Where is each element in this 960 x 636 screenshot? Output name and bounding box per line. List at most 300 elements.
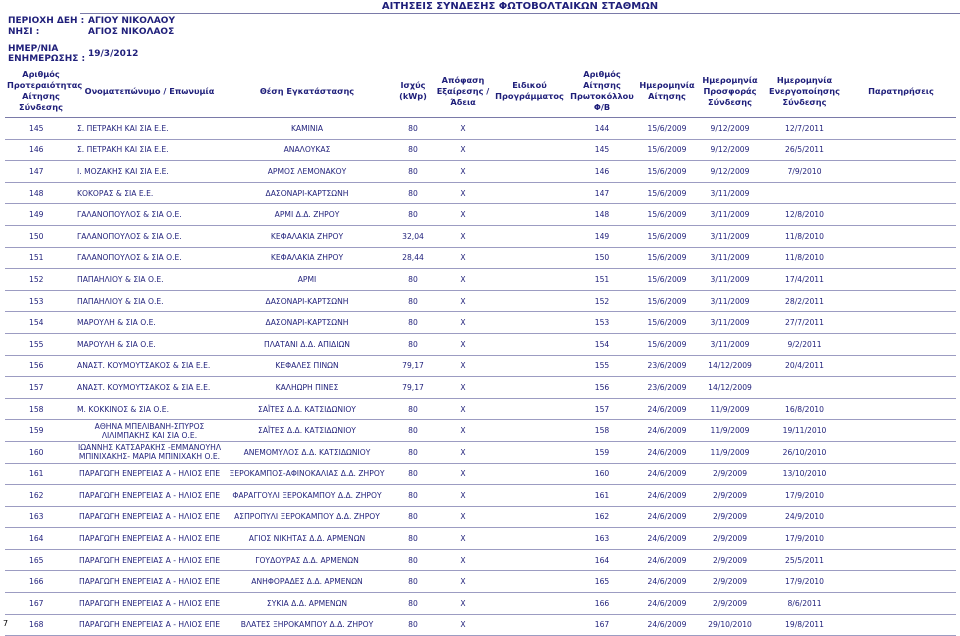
cell-exemption: Χ bbox=[434, 139, 492, 161]
column-header: Ειδικού Προγράμματος bbox=[492, 65, 567, 118]
column-header: Ισχύς (kWp) bbox=[392, 65, 434, 118]
cell-activation-date: 17/4/2011 bbox=[763, 269, 846, 291]
cell-exemption: Χ bbox=[434, 333, 492, 355]
cell-location: ΑΡΜΙ Δ.Δ. ΖΗΡΟΥ bbox=[222, 204, 392, 226]
cell-notes bbox=[846, 333, 956, 355]
cell-special bbox=[492, 528, 567, 550]
cell-name: ΠΑΡΑΓΩΓΗ ΕΝΕΡΓΕΙΑΣ Α - ΗΛΙΟΣ ΕΠΕ bbox=[77, 485, 222, 507]
cell-application-date: 24/6/2009 bbox=[637, 614, 697, 636]
cell-offer-date: 2/9/2009 bbox=[697, 463, 763, 485]
cell-special bbox=[492, 420, 567, 442]
cell-exemption: Χ bbox=[434, 161, 492, 183]
cell-special bbox=[492, 571, 567, 593]
cell-power: 80 bbox=[392, 463, 434, 485]
cell-offer-date: 9/12/2009 bbox=[697, 161, 763, 183]
cell-protocol: 150 bbox=[567, 247, 637, 269]
cell-special bbox=[492, 463, 567, 485]
cell-exemption: Χ bbox=[434, 614, 492, 636]
cell-protocol: 156 bbox=[567, 377, 637, 399]
column-header: Ημερομηνία Προσφοράς Σύνδεσης bbox=[697, 65, 763, 118]
cell-protocol: 146 bbox=[567, 161, 637, 183]
cell-special bbox=[492, 593, 567, 615]
cell-activation-date: 9/2/2011 bbox=[763, 333, 846, 355]
cell-number: 166 bbox=[5, 571, 77, 593]
cell-location: ΣΑΪΤΕΣ Δ.Δ. ΚΑΤΣΙΔΩΝΙΟΥ bbox=[222, 420, 392, 442]
cell-notes bbox=[846, 485, 956, 507]
table-row bbox=[5, 139, 956, 161]
cell-exemption: Χ bbox=[434, 485, 492, 507]
cell-number: 159 bbox=[5, 420, 77, 442]
cell-protocol: 147 bbox=[567, 182, 637, 204]
cell-name: ΑΝΑΣΤ. ΚΟΥΜΟΥΤΣΑΚΟΣ & ΣΙΑ Ε.Ε. bbox=[77, 355, 222, 377]
cell-power: 80 bbox=[392, 290, 434, 312]
cell-location: ΚΑΜΙΝΙΑ bbox=[222, 118, 392, 140]
cell-notes bbox=[846, 614, 956, 636]
cell-protocol: 161 bbox=[567, 485, 637, 507]
cell-notes bbox=[846, 441, 956, 463]
cell-number: 148 bbox=[5, 182, 77, 204]
cell-exemption: Χ bbox=[434, 312, 492, 334]
cell-activation-date: 26/10/2010 bbox=[763, 441, 846, 463]
cell-exemption: Χ bbox=[434, 398, 492, 420]
cell-location: ΞΕΡΟΚΑΜΠΟΣ-ΑΦΙΝΟΚΑΛΙΑΣ Δ.Δ. ΖΗΡΟΥ bbox=[222, 463, 392, 485]
cell-offer-date: 3/11/2009 bbox=[697, 290, 763, 312]
cell-special bbox=[492, 247, 567, 269]
cell-notes bbox=[846, 571, 956, 593]
cell-power: 80 bbox=[392, 485, 434, 507]
cell-power: 80 bbox=[392, 118, 434, 140]
cell-power: 80 bbox=[392, 182, 434, 204]
cell-protocol: 164 bbox=[567, 549, 637, 571]
cell-activation-date: 27/7/2011 bbox=[763, 312, 846, 334]
cell-notes bbox=[846, 528, 956, 550]
cell-number: 163 bbox=[5, 506, 77, 528]
cell-application-date: 15/6/2009 bbox=[637, 204, 697, 226]
cell-application-date: 15/6/2009 bbox=[637, 333, 697, 355]
cell-power: 80 bbox=[392, 528, 434, 550]
cell-application-date: 24/6/2009 bbox=[637, 593, 697, 615]
cell-special bbox=[492, 614, 567, 636]
cell-protocol: 155 bbox=[567, 355, 637, 377]
cell-special bbox=[492, 269, 567, 291]
cell-number: 156 bbox=[5, 355, 77, 377]
cell-name: ΠΑΡΑΓΩΓΗ ΕΝΕΡΓΕΙΑΣ Α - ΗΛΙΟΣ ΕΠΕ bbox=[77, 593, 222, 615]
cell-application-date: 23/6/2009 bbox=[637, 377, 697, 399]
cell-number: 161 bbox=[5, 463, 77, 485]
cell-notes bbox=[846, 118, 956, 140]
cell-number: 150 bbox=[5, 225, 77, 247]
cell-power: 79,17 bbox=[392, 377, 434, 399]
cell-offer-date: 29/10/2010 bbox=[697, 614, 763, 636]
cell-special bbox=[492, 225, 567, 247]
cell-special bbox=[492, 182, 567, 204]
update-date-value: 19/3/2012 bbox=[88, 49, 139, 59]
cell-location: ΑΓΙΟΣ ΝΙΚΗΤΑΣ Δ.Δ. ΑΡΜΕΝΩΝ bbox=[222, 528, 392, 550]
cell-location: ΚΕΦΑΛΑΚΙΑ ΖΗΡΟΥ bbox=[222, 247, 392, 269]
cell-activation-date: 24/9/2010 bbox=[763, 506, 846, 528]
cell-name: ΓΑΛΑΝΟΠΟΥΛΟΣ & ΣΙΑ Ο.Ε. bbox=[77, 225, 222, 247]
cell-power: 28,44 bbox=[392, 247, 434, 269]
cell-exemption: Χ bbox=[434, 290, 492, 312]
cell-name: ΠΑΡΑΓΩΓΗ ΕΝΕΡΓΕΙΑΣ Α - ΗΛΙΟΣ ΕΠΕ bbox=[77, 614, 222, 636]
cell-exemption: Χ bbox=[434, 377, 492, 399]
table-row bbox=[5, 225, 956, 247]
cell-special bbox=[492, 333, 567, 355]
cell-protocol: 149 bbox=[567, 225, 637, 247]
cell-offer-date: 3/11/2009 bbox=[697, 269, 763, 291]
cell-notes bbox=[846, 247, 956, 269]
cell-power: 80 bbox=[392, 161, 434, 183]
cell-name: ΠΑΡΑΓΩΓΗ ΕΝΕΡΓΕΙΑΣ Α - ΗΛΙΟΣ ΕΠΕ bbox=[77, 463, 222, 485]
cell-location: ΓΟΥΔΟΥΡΑΣ Δ.Δ. ΑΡΜΕΝΩΝ bbox=[222, 549, 392, 571]
cell-notes bbox=[846, 139, 956, 161]
table-row bbox=[5, 398, 956, 420]
cell-name: ΜΑΡΟΥΛΗ & ΣΙΑ Ο.Ε. bbox=[77, 333, 222, 355]
cell-name: ΠΑΠΑΗΛΙΟΥ & ΣΙΑ Ο.Ε. bbox=[77, 269, 222, 291]
cell-location: ΑΝΑΛΟΥΚΑΣ bbox=[222, 139, 392, 161]
cell-special bbox=[492, 161, 567, 183]
cell-notes bbox=[846, 161, 956, 183]
table-row bbox=[5, 420, 956, 442]
cell-protocol: 165 bbox=[567, 571, 637, 593]
cell-activation-date: 19/11/2010 bbox=[763, 420, 846, 442]
cell-activation-date: 17/9/2010 bbox=[763, 485, 846, 507]
cell-activation-date: 11/8/2010 bbox=[763, 247, 846, 269]
table-row bbox=[5, 204, 956, 226]
cell-notes bbox=[846, 549, 956, 571]
cell-name: ΚΟΚΟΡΑΣ & ΣΙΑ Ε.Ε. bbox=[77, 182, 222, 204]
cell-application-date: 24/6/2009 bbox=[637, 420, 697, 442]
cell-name: Ι. ΜΟΖΑΚΗΣ ΚΑΙ ΣΙΑ Ε.Ε. bbox=[77, 161, 222, 183]
cell-exemption: Χ bbox=[434, 441, 492, 463]
cell-name: ΜΑΡΟΥΛΗ & ΣΙΑ Ο.Ε. bbox=[77, 312, 222, 334]
cell-exemption: Χ bbox=[434, 571, 492, 593]
cell-notes bbox=[846, 355, 956, 377]
cell-number: 168 bbox=[5, 614, 77, 636]
cell-offer-date: 11/9/2009 bbox=[697, 420, 763, 442]
cell-activation-date: 12/8/2010 bbox=[763, 204, 846, 226]
cell-location: ΑΝΕΜΟΜΥΛΟΣ Δ.Δ. ΚΑΤΣΙΔΩΝΙΟΥ bbox=[222, 441, 392, 463]
cell-protocol: 166 bbox=[567, 593, 637, 615]
cell-protocol: 153 bbox=[567, 312, 637, 334]
cell-activation-date: 13/10/2010 bbox=[763, 463, 846, 485]
cell-application-date: 15/6/2009 bbox=[637, 182, 697, 204]
cell-offer-date: 3/11/2009 bbox=[697, 225, 763, 247]
cell-notes bbox=[846, 225, 956, 247]
cell-application-date: 24/6/2009 bbox=[637, 441, 697, 463]
cell-protocol: 163 bbox=[567, 528, 637, 550]
document-title: ΑΙΤΗΣΕΙΣ ΣΥΝΔΕΣΗΣ ΦΩΤΟΒΟΛΤΑΙΚΩΝ ΣΤΑΘΜΩΝ bbox=[80, 0, 960, 14]
update-date-label-1: ΗΜΕΡ/ΝΙΑ bbox=[8, 44, 59, 54]
cell-location: ΒΛΑΤΕΣ ΞΗΡΟΚΑΜΠΟΥ Δ.Δ. ΖΗΡΟΥ bbox=[222, 614, 392, 636]
table-row bbox=[5, 463, 956, 485]
cell-special bbox=[492, 355, 567, 377]
cell-location: ΑΝΗΦΟΡΑΔΕΣ Δ.Δ. ΑΡΜΕΝΩΝ bbox=[222, 571, 392, 593]
cell-activation-date: 19/8/2011 bbox=[763, 614, 846, 636]
cell-application-date: 24/6/2009 bbox=[637, 463, 697, 485]
cell-name: ΑΝΑΣΤ. ΚΟΥΜΟΥΤΣΑΚΟΣ & ΣΙΑ Ε.Ε. bbox=[77, 377, 222, 399]
cell-offer-date: 14/12/2009 bbox=[697, 355, 763, 377]
cell-power: 80 bbox=[392, 614, 434, 636]
table-row bbox=[5, 485, 956, 507]
cell-exemption: Χ bbox=[434, 269, 492, 291]
table-row bbox=[5, 290, 956, 312]
cell-application-date: 15/6/2009 bbox=[637, 247, 697, 269]
cell-notes bbox=[846, 420, 956, 442]
cell-activation-date: 7/9/2010 bbox=[763, 161, 846, 183]
cell-name: Μ. ΚΟΚΚΙΝΟΣ & ΣΙΑ Ο.Ε. bbox=[77, 398, 222, 420]
cell-number: 152 bbox=[5, 269, 77, 291]
cell-number: 167 bbox=[5, 593, 77, 615]
cell-number: 160 bbox=[5, 441, 77, 463]
cell-exemption: Χ bbox=[434, 247, 492, 269]
cell-name: Σ. ΠΕΤΡΑΚΗ ΚΑΙ ΣΙΑ Ε.Ε. bbox=[77, 118, 222, 140]
cell-power: 80 bbox=[392, 549, 434, 571]
cell-application-date: 15/6/2009 bbox=[637, 139, 697, 161]
cell-location: ΣΥΚΙΑ Δ.Δ. ΑΡΜΕΝΩΝ bbox=[222, 593, 392, 615]
table-row bbox=[5, 593, 956, 615]
cell-activation-date: 17/9/2010 bbox=[763, 571, 846, 593]
cell-number: 153 bbox=[5, 290, 77, 312]
cell-name: ΓΑΛΑΝΟΠΟΥΛΟΣ & ΣΙΑ Ο.Ε. bbox=[77, 204, 222, 226]
cell-power: 32,04 bbox=[392, 225, 434, 247]
cell-power: 80 bbox=[392, 204, 434, 226]
cell-exemption: Χ bbox=[434, 355, 492, 377]
applications-table bbox=[5, 65, 956, 636]
cell-number: 151 bbox=[5, 247, 77, 269]
column-header: Ημερομηνία Αίτησης bbox=[637, 65, 697, 118]
cell-location: ΔΑΣΟΝΑΡΙ-ΚΑΡΤΣΩΝΗ bbox=[222, 182, 392, 204]
cell-notes bbox=[846, 182, 956, 204]
cell-offer-date: 3/11/2009 bbox=[697, 333, 763, 355]
cell-special bbox=[492, 290, 567, 312]
cell-notes bbox=[846, 312, 956, 334]
cell-activation-date: 16/8/2010 bbox=[763, 398, 846, 420]
cell-notes bbox=[846, 377, 956, 399]
update-date-field bbox=[8, 44, 139, 64]
column-header: Απόφαση Εξαίρεσης / Άδεια bbox=[434, 65, 492, 118]
cell-power: 79,17 bbox=[392, 355, 434, 377]
cell-special bbox=[492, 441, 567, 463]
cell-activation-date: 17/9/2010 bbox=[763, 528, 846, 550]
cell-application-date: 24/6/2009 bbox=[637, 485, 697, 507]
cell-number: 162 bbox=[5, 485, 77, 507]
cell-exemption: Χ bbox=[434, 593, 492, 615]
cell-notes bbox=[846, 398, 956, 420]
cell-number: 165 bbox=[5, 549, 77, 571]
cell-location: ΑΣΠΡΟΠΥΛΙ ΞΕΡΟΚΑΜΠΟΥ Δ.Δ. ΖΗΡΟΥ bbox=[222, 506, 392, 528]
cell-application-date: 15/6/2009 bbox=[637, 290, 697, 312]
cell-name: ΠΑΡΑΓΩΓΗ ΕΝΕΡΓΕΙΑΣ Α - ΗΛΙΟΣ ΕΠΕ bbox=[77, 549, 222, 571]
cell-application-date: 15/6/2009 bbox=[637, 225, 697, 247]
column-header: Ονοματεπώνυμο / Επωνυμία bbox=[77, 65, 222, 118]
cell-protocol: 158 bbox=[567, 420, 637, 442]
cell-special bbox=[492, 398, 567, 420]
table-row bbox=[5, 182, 956, 204]
cell-exemption: Χ bbox=[434, 549, 492, 571]
cell-application-date: 24/6/2009 bbox=[637, 528, 697, 550]
cell-power: 80 bbox=[392, 506, 434, 528]
cell-activation-date: 28/2/2011 bbox=[763, 290, 846, 312]
cell-notes bbox=[846, 290, 956, 312]
cell-location: ΑΡΜΙ bbox=[222, 269, 392, 291]
cell-location: ΔΑΣΟΝΑΡΙ-ΚΑΡΤΣΩΝΗ bbox=[222, 312, 392, 334]
island-value: ΑΓΙΟΣ ΝΙΚΟΛΑΟΣ bbox=[88, 27, 175, 37]
cell-activation-date bbox=[763, 377, 846, 399]
cell-name: ΠΑΠΑΗΛΙΟΥ & ΣΙΑ Ο.Ε. bbox=[77, 290, 222, 312]
cell-number: 145 bbox=[5, 118, 77, 140]
cell-location: ΚΕΦΑΛΕΣ ΠΙΝΩΝ bbox=[222, 355, 392, 377]
table-header-row bbox=[5, 65, 956, 118]
cell-number: 157 bbox=[5, 377, 77, 399]
region-value: ΑΓΙΟΥ ΝΙΚΟΛΑΟΥ bbox=[88, 16, 175, 26]
column-header: Θέση Εγκατάστασης bbox=[222, 65, 392, 118]
cell-notes bbox=[846, 506, 956, 528]
cell-activation-date: 20/4/2011 bbox=[763, 355, 846, 377]
cell-exemption: Χ bbox=[434, 118, 492, 140]
cell-activation-date: 12/7/2011 bbox=[763, 118, 846, 140]
table-row bbox=[5, 614, 956, 636]
cell-special bbox=[492, 118, 567, 140]
cell-protocol: 154 bbox=[567, 333, 637, 355]
cell-number: 146 bbox=[5, 139, 77, 161]
cell-offer-date: 3/11/2009 bbox=[697, 247, 763, 269]
island-label: ΝΗΣΙ : bbox=[8, 27, 40, 37]
cell-application-date: 15/6/2009 bbox=[637, 118, 697, 140]
table-row bbox=[5, 549, 956, 571]
table-row bbox=[5, 118, 956, 140]
cell-notes bbox=[846, 593, 956, 615]
cell-protocol: 159 bbox=[567, 441, 637, 463]
column-header: Ημερομηνία Ενεργοποίησης Σύνδεσης bbox=[763, 65, 846, 118]
table-row bbox=[5, 377, 956, 399]
cell-activation-date bbox=[763, 182, 846, 204]
cell-protocol: 151 bbox=[567, 269, 637, 291]
cell-offer-date: 11/9/2009 bbox=[697, 398, 763, 420]
region-label: ΠΕΡΙΟΧΗ ΔΕΗ : bbox=[8, 16, 85, 26]
page-number: 7 bbox=[3, 619, 9, 628]
cell-offer-date: 14/12/2009 bbox=[697, 377, 763, 399]
cell-activation-date: 26/5/2011 bbox=[763, 139, 846, 161]
cell-exemption: Χ bbox=[434, 182, 492, 204]
cell-exemption: Χ bbox=[434, 204, 492, 226]
cell-name: ΑΘΗΝΑ ΜΠΕΛΙΒΑΝΗ-ΣΠΥΡΟΣ ΛΙΛΙΜΠΑΚΗΣ ΚΑΙ ΣΙΑ Ο.Ε. bbox=[77, 420, 222, 442]
cell-protocol: 162 bbox=[567, 506, 637, 528]
cell-name: ΠΑΡΑΓΩΓΗ ΕΝΕΡΓΕΙΑΣ Α - ΗΛΙΟΣ ΕΠΕ bbox=[77, 528, 222, 550]
cell-activation-date: 8/6/2011 bbox=[763, 593, 846, 615]
table-row bbox=[5, 269, 956, 291]
cell-offer-date: 3/11/2009 bbox=[697, 204, 763, 226]
cell-special bbox=[492, 377, 567, 399]
cell-notes bbox=[846, 269, 956, 291]
cell-name: ΠΑΡΑΓΩΓΗ ΕΝΕΡΓΕΙΑΣ Α - ΗΛΙΟΣ ΕΠΕ bbox=[77, 571, 222, 593]
cell-activation-date: 25/5/2011 bbox=[763, 549, 846, 571]
cell-power: 80 bbox=[392, 420, 434, 442]
cell-application-date: 24/6/2009 bbox=[637, 398, 697, 420]
cell-special bbox=[492, 139, 567, 161]
table-row bbox=[5, 247, 956, 269]
cell-protocol: 157 bbox=[567, 398, 637, 420]
cell-location: ΚΕΦΑΛΑΚΙΑ ΖΗΡΟΥ bbox=[222, 225, 392, 247]
cell-power: 80 bbox=[392, 139, 434, 161]
cell-application-date: 24/6/2009 bbox=[637, 549, 697, 571]
cell-exemption: Χ bbox=[434, 463, 492, 485]
cell-offer-date: 3/11/2009 bbox=[697, 182, 763, 204]
cell-exemption: Χ bbox=[434, 225, 492, 247]
island-field bbox=[8, 27, 175, 37]
cell-offer-date: 2/9/2009 bbox=[697, 549, 763, 571]
cell-location: ΑΡΜΟΣ ΛΕΜΟΝΑΚΟΥ bbox=[222, 161, 392, 183]
cell-number: 158 bbox=[5, 398, 77, 420]
cell-offer-date: 9/12/2009 bbox=[697, 118, 763, 140]
cell-special bbox=[492, 485, 567, 507]
cell-power: 80 bbox=[392, 398, 434, 420]
cell-power: 80 bbox=[392, 269, 434, 291]
cell-offer-date: 2/9/2009 bbox=[697, 571, 763, 593]
cell-location: ΚΑΛΗΩΡΗ ΠΙΝΕΣ bbox=[222, 377, 392, 399]
cell-exemption: Χ bbox=[434, 506, 492, 528]
cell-special bbox=[492, 312, 567, 334]
table-row bbox=[5, 571, 956, 593]
cell-power: 80 bbox=[392, 571, 434, 593]
cell-protocol: 152 bbox=[567, 290, 637, 312]
cell-offer-date: 9/12/2009 bbox=[697, 139, 763, 161]
cell-power: 80 bbox=[392, 593, 434, 615]
cell-application-date: 15/6/2009 bbox=[637, 269, 697, 291]
cell-special bbox=[492, 506, 567, 528]
table-row bbox=[5, 355, 956, 377]
cell-offer-date: 2/9/2009 bbox=[697, 506, 763, 528]
cell-exemption: Χ bbox=[434, 420, 492, 442]
table-row bbox=[5, 528, 956, 550]
table-row bbox=[5, 441, 956, 463]
cell-activation-date: 11/8/2010 bbox=[763, 225, 846, 247]
update-date-label-2: ΕΝΗΜΕΡΩΣΗΣ : bbox=[8, 54, 86, 64]
cell-name: ΙΩΑΝΝΗΣ ΚΑΤΣΑΡΑΚΗΣ -ΕΜΜΑΝΟΥΗΛ ΜΠΙΝΙΧΑΚΗΣ- ΜΑΡΙΑ ΜΠΙΝΙΧΑΚΗ Ο.Ε. bbox=[77, 443, 222, 462]
cell-name: ΠΑΡΑΓΩΓΗ ΕΝΕΡΓΕΙΑΣ Α - ΗΛΙΟΣ ΕΠΕ bbox=[77, 506, 222, 528]
cell-power: 80 bbox=[392, 312, 434, 334]
cell-offer-date: 2/9/2009 bbox=[697, 485, 763, 507]
table-row bbox=[5, 161, 956, 183]
cell-protocol: 144 bbox=[567, 118, 637, 140]
cell-application-date: 15/6/2009 bbox=[637, 161, 697, 183]
cell-number: 154 bbox=[5, 312, 77, 334]
cell-special bbox=[492, 204, 567, 226]
cell-power: 80 bbox=[392, 333, 434, 355]
cell-number: 164 bbox=[5, 528, 77, 550]
cell-power: 80 bbox=[392, 441, 434, 463]
cell-number: 147 bbox=[5, 161, 77, 183]
column-header: Αριθμός Αίτησης Πρωτοκόλλου Φ/Β bbox=[567, 65, 637, 118]
table-row bbox=[5, 506, 956, 528]
cell-name: Σ. ΠΕΤΡΑΚΗ ΚΑΙ ΣΙΑ Ε.Ε. bbox=[77, 139, 222, 161]
table-row bbox=[5, 312, 956, 334]
cell-protocol: 160 bbox=[567, 463, 637, 485]
cell-application-date: 24/6/2009 bbox=[637, 506, 697, 528]
cell-name: ΓΑΛΑΝΟΠΟΥΛΟΣ & ΣΙΑ Ο.Ε. bbox=[77, 247, 222, 269]
cell-location: ΠΛΑΤΑΝΙ Δ.Δ. ΑΠΙΔΙΩΝ bbox=[222, 333, 392, 355]
cell-offer-date: 2/9/2009 bbox=[697, 528, 763, 550]
cell-protocol: 148 bbox=[567, 204, 637, 226]
cell-exemption: Χ bbox=[434, 528, 492, 550]
cell-offer-date: 2/9/2009 bbox=[697, 593, 763, 615]
cell-location: ΦΑΡΑΓΓΟΥΛΙ ΞΕΡΟΚΑΜΠΟΥ Δ.Δ. ΖΗΡΟΥ bbox=[222, 485, 392, 507]
cell-application-date: 23/6/2009 bbox=[637, 355, 697, 377]
region-field bbox=[8, 16, 175, 26]
column-header: Αριθμός Προτεραιότητας Αίτησης Σύνδεσης bbox=[5, 65, 77, 118]
cell-protocol: 145 bbox=[567, 139, 637, 161]
cell-number: 149 bbox=[5, 204, 77, 226]
